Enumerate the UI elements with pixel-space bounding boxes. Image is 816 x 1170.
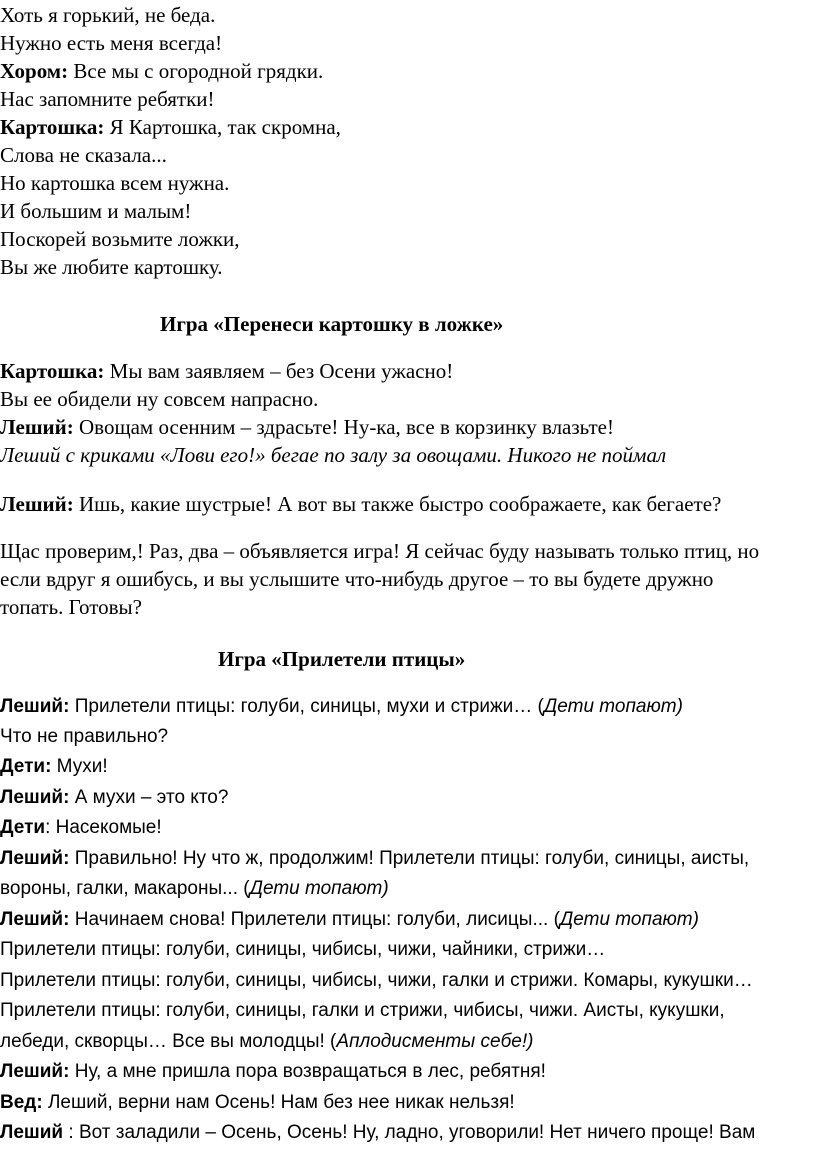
paragraph-line: топать. Готовы? [0,595,142,619]
speaker-label: Леший: [0,909,70,930]
game-title: Игра «Перенеси картошку в ложке» [160,312,504,336]
dialog-line: Прилетели птицы: голуби, синицы, галки и стрижи, чибисы, чижи. Аисты, кукушки, [0,1000,725,1021]
dialog-line: Прилетели птицы: голуби, синицы, чибисы, чижи, чайники, стрижи… [0,939,606,960]
dialog-line: Леший: Начинаем снова! Прилетели птицы: голуби, лисицы... (Дети топают) [0,909,699,930]
speaker-label: Картошка: [0,359,105,383]
poem-line: Поскорей возьмите ложки, [0,227,240,251]
speaker-label: Дети [0,817,46,838]
game-title: Игра «Прилетели птицы» [218,647,466,671]
dialog-line: Леший: Правильно! Ну что ж, продолжим! Прилетели птицы: голуби, синицы, аисты, [0,848,750,869]
poem-line: Хором: Все мы с огородной грядки. [0,59,324,83]
dialog-line: Прилетели птицы: голуби, синицы, чибисы, чижи, галки и стрижи. Комары, кукушки… [0,970,753,991]
poem-line: И большим и малым! [0,199,192,223]
poem-line: Нужно есть меня всегда! [0,31,223,55]
dialog-line: Что не правильно? [0,726,169,747]
speaker-label: Хором: [0,59,69,83]
speaker-label: Леший: [0,415,74,439]
speaker-label: Леший: [0,492,74,516]
dialog-line: Леший: Ну, а мне пришла пора возвращаться в лес, ребятня! [0,1061,546,1082]
dialog-line: Леший: Ишь, какие шустрые! А вот вы также быстро соображаете, как бегаете? [0,492,722,516]
dialog-line: Леший : Вот заладили – Осень, Осень! Ну, ладно, уговорили! Нет ничего проще! Вам [0,1122,756,1143]
dialog-line: лебеди, скворцы… Все вы молодцы! (Аплодисменты себе!) [0,1031,534,1052]
poem-line: Вы же любите картошку. [0,255,223,279]
speaker-label: Леший: [0,848,70,869]
speaker-label: Картошка: [0,115,105,139]
dialog-line: Картошка: Мы вам заявляем – без Осени ужасно! [0,359,454,383]
paragraph-line: Щас проверим,! Раз, два – объявляется игра! Я сейчас буду называть только птиц, но [0,539,760,563]
speaker-label: Леший: [0,1061,70,1082]
poem-line: Картошка: Я Картошка, так скромна, [0,115,341,139]
speaker-label: Леший [0,1122,64,1143]
dialog-line: Дети: Насекомые! [0,817,162,838]
dialog-line: Леший: Овощам осенним – здрасьте! Ну-ка, все в корзинку влазьте! [0,415,614,439]
dialog-line: Дети: Мухи! [0,756,108,777]
dialog-line: Вы ее обидели ну совсем напрасно. [0,387,319,411]
poem-line: Но картошка всем нужна. [0,171,230,195]
poem-line: Хоть я горький, не беда. [0,3,216,27]
paragraph-line: если вдруг я ошибусь, и вы услышите что-нибудь другое – то вы будете дружно [0,567,714,591]
speaker-label: Леший: [0,787,70,808]
poem-line: Слова не сказала... [0,143,167,167]
stage-direction: Леший с криками «Лови его!» бегае по залу за овощами. Никого не поймал [0,443,667,467]
speaker-label: Дети: [0,756,52,777]
speaker-label: Вед: [0,1092,43,1113]
speaker-label: Леший: [0,696,70,717]
poem-line: Нас запомните ребятки! [0,87,215,111]
dialog-line: вороны, галки, макароны... (Дети топают) [0,878,389,899]
dialog-line: Леший: А мухи – это кто? [0,787,229,808]
dialog-line: Леший: Прилетели птицы: голуби, синицы, мухи и стрижи… (Дети топают) [0,696,683,717]
dialog-line: Вед: Леший, верни нам Осень! Нам без нее никак нельзя! [0,1092,515,1113]
